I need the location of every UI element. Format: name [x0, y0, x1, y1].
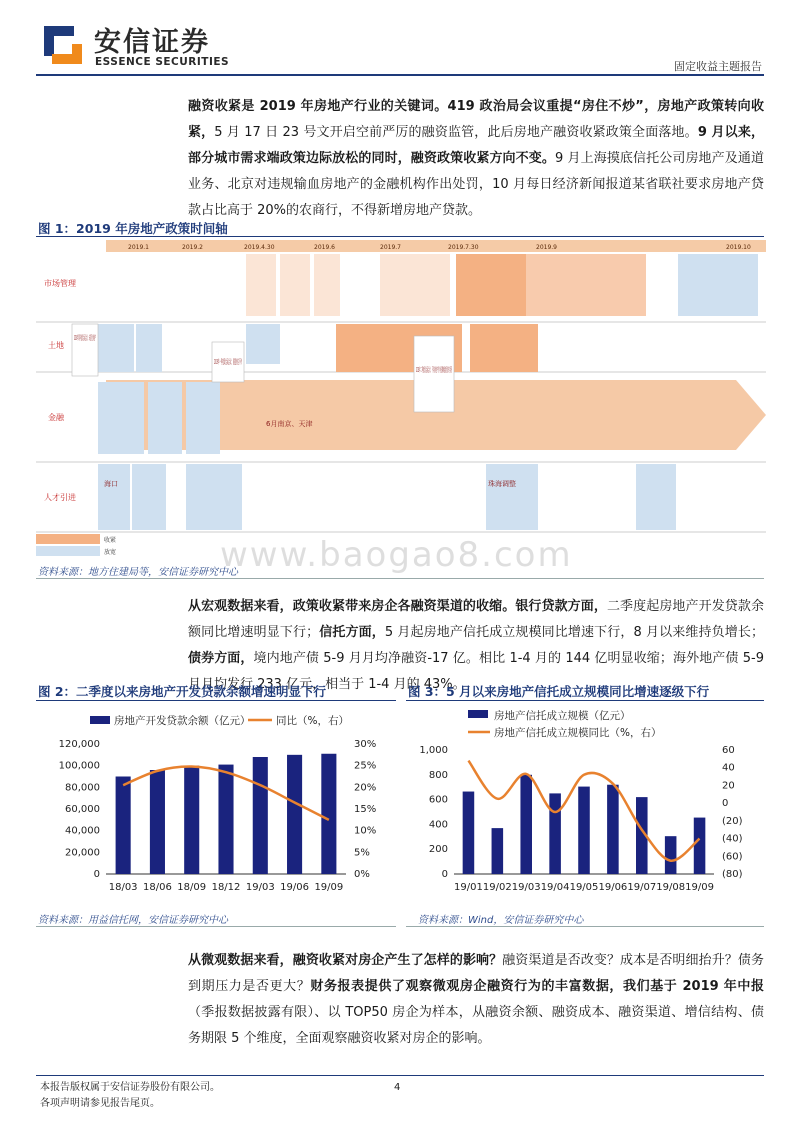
timeline-date: 2019.9	[536, 244, 557, 251]
timeline-date: 2019.7	[380, 244, 401, 251]
figure1-rule	[36, 236, 764, 237]
left-tick-label: 600	[428, 794, 448, 806]
right-tick-label: (20)	[722, 815, 743, 827]
chart1-legend-line: 同比（%，右）	[276, 715, 349, 727]
right-tick-label: (80)	[722, 869, 743, 880]
right-tick-label: 0%	[354, 869, 370, 880]
chart1-right-axis	[354, 739, 376, 880]
x-tick-label: 19/09	[685, 882, 714, 893]
bar	[665, 836, 677, 874]
event-zhuhai: 珠海调整	[488, 480, 516, 488]
apr-2019-meeting	[214, 357, 242, 366]
x-tick-label: 19/02	[482, 882, 512, 893]
timeline-date: 2019.1	[128, 244, 149, 251]
legend-tighten: 收紧	[104, 537, 117, 544]
bar	[492, 828, 504, 874]
x-tick-label: 19/03	[511, 882, 541, 893]
row-label-finance: 金融	[48, 413, 64, 422]
right-tick-label: 20%	[354, 782, 377, 794]
bar	[116, 777, 131, 875]
chart1-legend	[90, 714, 349, 727]
trust-issuance-chart	[406, 702, 768, 904]
brand-name-cn: 安信证券	[94, 27, 210, 58]
x-tick-label: 18/06	[143, 882, 172, 893]
bar	[321, 754, 336, 874]
left-tick-label: 0	[93, 869, 100, 880]
right-tick-label: 60	[722, 745, 735, 756]
right-tick-label: (40)	[722, 833, 743, 845]
bar	[150, 770, 165, 874]
para3-bold: 财务报表提供了观察微观房企融资行为的丰富数据，我们基于 2019 年中报	[310, 979, 764, 994]
figure3-rule	[406, 700, 764, 701]
left-tick-label: 800	[428, 769, 448, 781]
footer-divider	[36, 1075, 764, 1076]
left-tick-label: 100,000	[58, 760, 100, 772]
right-tick-label: (60)	[722, 851, 743, 863]
jul-2019-meeting	[416, 365, 452, 374]
chart2-legend-bar: 房地产信托成立规模（亿元）	[494, 710, 631, 722]
x-tick-label: 18/09	[177, 882, 207, 893]
report-type: 固定收益主题报告	[674, 60, 762, 73]
left-tick-label: 400	[428, 819, 448, 831]
paragraph-3	[188, 948, 764, 1052]
chart2-x-labels	[454, 882, 714, 893]
figure2-source: 资料来源：用益信托网，安信证券研究中心	[38, 915, 228, 926]
left-tick-label: 40,000	[65, 825, 100, 837]
figure3-bottom-rule	[406, 926, 764, 927]
para1-bold: 9 月以来，部分城市需求端政策边际放松的同时，融资政策收紧方向不变。	[188, 125, 764, 166]
para3-lead: 从微观数据来看，融资收紧对房企产生了怎样的影响？	[188, 953, 503, 968]
footer-line-2: 各项声明请参见报告尾页。	[40, 1098, 160, 1109]
timeline-legend	[36, 534, 116, 556]
para3-questions: 融资渠道是否改变？成本是否明细抬升？债务到期压力是否更大？	[188, 953, 764, 994]
figure2-rule	[36, 700, 396, 701]
x-tick-label: 19/06	[598, 882, 628, 893]
x-tick-label: 19/01	[454, 882, 483, 893]
legend-loosen: 放宽	[104, 549, 117, 556]
chart2-legend-line: 房地产信托成立规模同比（%，右）	[494, 727, 662, 739]
para3-paren: （季报数据披露有限）、以 TOP50 房企为样本，从融资余额、融资成本、融资渠道、增信结构、债务期限 5 个维度，全面观察融资收紧对房企的影响。	[188, 1005, 764, 1046]
page-number: 4	[394, 1082, 401, 1093]
x-tick-label: 19/06	[280, 882, 309, 893]
policy-timeline	[36, 240, 766, 560]
essence-logo-icon	[40, 22, 86, 68]
left-tick-label: 20,000	[65, 847, 100, 859]
figure2-bottom-rule	[36, 926, 396, 927]
row-label-land: 土地	[48, 341, 64, 350]
left-tick-label: 80,000	[65, 782, 100, 794]
paragraph-1	[188, 94, 764, 224]
right-tick-label: 25%	[354, 760, 377, 772]
bar	[578, 787, 590, 874]
bar	[287, 755, 302, 874]
para2-bank-text: 二季度起房地产开发贷款余额同比增速明显下行；	[188, 599, 764, 640]
bar	[549, 793, 561, 874]
timeline-date: 2019.7.30	[448, 244, 479, 251]
footer-disclaimer	[40, 1080, 220, 1112]
left-tick-label: 0	[441, 869, 448, 880]
right-tick-label: 15%	[354, 804, 377, 815]
right-tick-label: 30%	[354, 739, 377, 750]
chart2-right-axis	[722, 745, 743, 880]
para1-text: 5 月 17 日 23 号文开启空前严厉的融资监管，此后房地产融资收紧政策全面落地。	[214, 125, 698, 140]
timeline-date: 2019.6	[314, 244, 335, 251]
x-tick-label: 18/03	[108, 882, 138, 893]
header-divider	[36, 74, 764, 76]
timeline-date-header	[106, 240, 766, 252]
figure2-title: 图 2：二季度以来房地产开发贷款余额增速明显下行	[38, 684, 327, 699]
loan-balance-chart	[36, 702, 400, 904]
left-tick-label: 200	[428, 844, 448, 856]
para2-trust-text: 5 月起房地产信托成立规模同比增速下行，8 月以来维持负增长；	[384, 625, 764, 640]
event-nanjing-tianjin: 6月南京、天津	[266, 420, 313, 428]
chart2-legend	[468, 709, 661, 739]
figure1-bottom-rule	[36, 578, 764, 579]
x-tick-label: 19/07	[627, 882, 657, 893]
right-tick-label: 40	[722, 762, 735, 774]
timeline-date: 2019.4.30	[244, 244, 275, 251]
bar	[463, 792, 475, 874]
x-tick-label: 19/09	[314, 882, 344, 893]
bar	[520, 775, 532, 874]
figure1-title: 图 1：2019 年房地产政策时间轴	[38, 221, 228, 236]
para1-lead: 融资收紧是 2019 年房地产行业的关键词。419 政治局会议重提“房住不炒”，房地产政策转向收紧，	[188, 99, 764, 140]
para2-bond-text: 境内地产债 5-9 月月均净融资-17 亿。相比 1-4 月的 144 亿明显收缩；海外地产债 5-9 月月均发行 233 亿元，相当于 1-4 月的 43%。	[188, 651, 764, 692]
chart1-x-labels	[109, 882, 344, 893]
row-label-market: 市场管理	[44, 279, 76, 288]
event-haikou: 海口	[104, 480, 118, 488]
figure3-source: 资料来源：Wind，安信证券研究中心	[418, 915, 584, 926]
left-tick-label: 60,000	[65, 804, 100, 815]
para1-tail: 9 月上海摸底信托公司房地产及通道业务、北京对违规输血房地产的金融机构作出处罚，10 月每日经济新闻报道某省联社要求房地产贷款占比高于 20%的农商行，不得新增房地产贷款。	[188, 151, 764, 218]
x-tick-label: 19/04	[540, 882, 570, 893]
para2-lead: 从宏观数据来看，政策收紧带来房企各融资渠道的收缩。	[188, 599, 516, 614]
x-tick-label: 19/03	[245, 882, 275, 893]
chart1-left-axis	[59, 739, 100, 880]
footer-line-1: 本报告版权属于安信证券股份有限公司。	[40, 1082, 220, 1093]
q4-2018-meeting	[74, 333, 96, 342]
brand-name-en: ESSENCE SECURITIES	[95, 56, 230, 68]
watermark: www.baogao8.com	[220, 535, 573, 575]
bar	[607, 785, 619, 874]
row-label-talent: 人才引进	[44, 493, 76, 502]
timeline-date: 2019.2	[182, 244, 203, 251]
x-tick-label: 19/05	[569, 882, 599, 893]
right-tick-label: 0	[722, 798, 729, 810]
x-tick-label: 19/08	[656, 882, 686, 893]
para2-bank: 银行贷款方面，	[515, 599, 607, 614]
chart2-left-axis	[419, 745, 448, 880]
figure1-source: 资料来源：地方住建局等，安信证券研究中心	[38, 567, 238, 578]
timeline-date: 2019.10	[726, 244, 751, 251]
para2-trust: 信托方面，	[319, 625, 385, 640]
right-tick-label: 10%	[354, 825, 377, 837]
right-tick-label: 5%	[354, 847, 370, 859]
left-tick-label: 120,000	[58, 739, 100, 750]
bar	[218, 765, 233, 874]
right-tick-label: 20	[722, 780, 735, 792]
para2-bond: 债券方面，	[188, 651, 254, 666]
bar	[253, 757, 268, 874]
figure3-title: 图 3：5 月以来房地产信托成立规模同比增速逐级下行	[408, 684, 710, 699]
chart1-legend-bar: 房地产开发贷款余额（亿元）	[114, 715, 251, 727]
x-tick-label: 18/12	[211, 882, 241, 893]
bar	[184, 766, 199, 874]
left-tick-label: 1,000	[419, 745, 448, 756]
bar	[694, 818, 706, 874]
